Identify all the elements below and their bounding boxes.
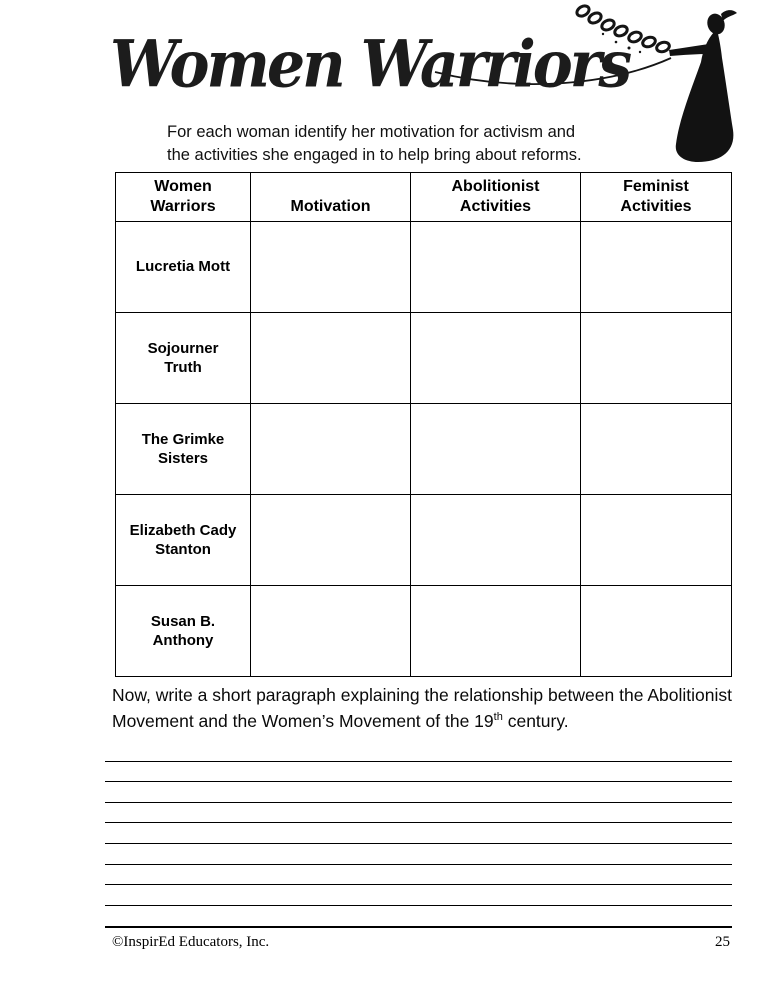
empty-answer-cell <box>411 495 581 586</box>
table-row <box>116 222 732 313</box>
column-header-motivation: Motivation <box>251 173 411 222</box>
page-title: Women Warriors <box>110 27 630 103</box>
writing-line <box>105 741 732 762</box>
women-warriors-table <box>115 172 732 677</box>
footer-divider <box>105 926 732 928</box>
table-row <box>116 495 732 586</box>
writing-lines <box>105 741 732 906</box>
footer-copyright: ©InspirEd Educators, Inc. <box>112 934 270 950</box>
table-row <box>116 313 732 404</box>
writing-line <box>105 782 732 803</box>
prompt-text: Now, write a short paragraph explaining the relationship between the Abolitionist Movement and the Women’s Movement of the 19 <box>112 685 732 731</box>
empty-answer-cell <box>251 586 411 677</box>
empty-answer-cell <box>581 222 732 313</box>
column-header-abolitionist-activities: Abolitionist Activities <box>411 173 581 222</box>
column-header-feminist-activities: Feminist Activities <box>581 173 732 222</box>
prompt-text-after: century. <box>502 710 569 731</box>
writing-line <box>105 823 732 844</box>
writing-line <box>105 762 732 783</box>
row-name-elizabeth-cady-stanton: Elizabeth Cady Stanton <box>116 495 251 586</box>
column-header-women-warriors: Women Warriors <box>116 173 251 222</box>
table-header-row <box>116 173 732 222</box>
empty-answer-cell <box>411 586 581 677</box>
instructions-line-2: the activities she engaged in to help bring about reforms. <box>167 145 582 164</box>
writing-line <box>105 844 732 865</box>
paragraph-prompt <box>112 683 732 735</box>
page-number: 25 <box>715 934 730 950</box>
empty-answer-cell <box>251 313 411 404</box>
row-name-susan-b-anthony: Susan B. Anthony <box>116 586 251 677</box>
writing-line <box>105 865 732 886</box>
instructions-line-1: For each woman identify her motivation for activism and <box>167 123 576 141</box>
empty-answer-cell <box>411 313 581 404</box>
empty-answer-cell <box>251 222 411 313</box>
empty-answer-cell <box>581 586 732 677</box>
empty-answer-cell <box>411 222 581 313</box>
row-name-sojourner-truth: Sojourner Truth <box>116 313 251 404</box>
row-name-grimke-sisters: The Grimke Sisters <box>116 404 251 495</box>
table-row <box>116 586 732 677</box>
table-row <box>116 404 732 495</box>
empty-answer-cell <box>411 404 581 495</box>
empty-answer-cell <box>251 495 411 586</box>
empty-answer-cell <box>581 495 732 586</box>
row-name-lucretia-mott: Lucretia Mott <box>116 222 251 313</box>
empty-answer-cell <box>251 404 411 495</box>
empty-answer-cell <box>581 404 732 495</box>
woman-silhouette-icon <box>669 10 737 162</box>
writing-line <box>105 803 732 824</box>
writing-line <box>105 885 732 906</box>
prompt-superscript: th <box>493 711 503 724</box>
empty-answer-cell <box>581 313 732 404</box>
